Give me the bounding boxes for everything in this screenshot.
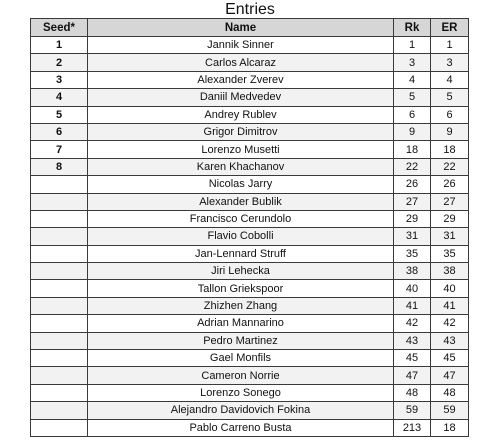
player-name-cell: Alexander Zverev bbox=[88, 71, 394, 88]
entry-rank-cell: 3 bbox=[431, 54, 469, 71]
player-name-cell: Francisco Cerundolo bbox=[88, 210, 394, 227]
header-seed: Seed* bbox=[31, 19, 88, 37]
table-row bbox=[31, 280, 469, 297]
player-name-cell: Jannik Sinner bbox=[88, 37, 394, 54]
entry-rank-cell: 22 bbox=[431, 158, 469, 175]
table-row bbox=[31, 402, 469, 419]
rank-cell: 4 bbox=[394, 71, 431, 88]
seed-cell bbox=[31, 210, 88, 227]
seed-cell bbox=[31, 297, 88, 314]
table-row bbox=[31, 384, 469, 401]
entry-rank-cell: 1 bbox=[431, 37, 469, 54]
seed-cell bbox=[31, 228, 88, 245]
player-name-cell: Andrey Rublev bbox=[88, 106, 394, 123]
seed-cell bbox=[31, 367, 88, 384]
rank-cell: 47 bbox=[394, 367, 431, 384]
rank-cell: 213 bbox=[394, 419, 431, 436]
rank-cell: 26 bbox=[394, 176, 431, 193]
player-name-cell: Pedro Martinez bbox=[88, 332, 394, 349]
table-row bbox=[31, 158, 469, 175]
seed-cell bbox=[31, 263, 88, 280]
seed-cell bbox=[31, 245, 88, 262]
entry-rank-cell: 41 bbox=[431, 297, 469, 314]
rank-cell: 45 bbox=[394, 350, 431, 367]
player-name-cell: Jan-Lennard Struff bbox=[88, 245, 394, 262]
player-name-cell: Nicolas Jarry bbox=[88, 176, 394, 193]
table-row bbox=[31, 350, 469, 367]
table-row bbox=[31, 367, 469, 384]
header-er: ER bbox=[431, 19, 469, 37]
entry-rank-cell: 27 bbox=[431, 193, 469, 210]
rank-cell: 38 bbox=[394, 263, 431, 280]
seed-cell bbox=[31, 193, 88, 210]
entry-rank-cell: 43 bbox=[431, 332, 469, 349]
table-row bbox=[31, 332, 469, 349]
seed-cell bbox=[31, 419, 88, 436]
entry-rank-cell: 26 bbox=[431, 176, 469, 193]
seed-cell bbox=[31, 384, 88, 401]
player-name-cell: Grigor Dimitrov bbox=[88, 123, 394, 140]
table-row bbox=[31, 54, 469, 71]
table-row bbox=[31, 89, 469, 106]
table-row bbox=[31, 419, 469, 436]
player-name-cell: Jiri Lehecka bbox=[88, 263, 394, 280]
table-row bbox=[31, 228, 469, 245]
table-header bbox=[31, 19, 469, 37]
seed-cell: 8 bbox=[31, 158, 88, 175]
seed-cell bbox=[31, 176, 88, 193]
rank-cell: 48 bbox=[394, 384, 431, 401]
player-name-cell: Tallon Griekspoor bbox=[88, 280, 394, 297]
rank-cell: 22 bbox=[394, 158, 431, 175]
rank-cell: 5 bbox=[394, 89, 431, 106]
entry-rank-cell: 47 bbox=[431, 367, 469, 384]
rank-cell: 31 bbox=[394, 228, 431, 245]
page-title: Entries bbox=[225, 1, 275, 18]
player-name-cell: Pablo Carreno Busta bbox=[88, 419, 394, 436]
rank-cell: 6 bbox=[394, 106, 431, 123]
table-row bbox=[31, 245, 469, 262]
rank-cell: 27 bbox=[394, 193, 431, 210]
player-name-cell: Alejandro Davidovich Fokina bbox=[88, 402, 394, 419]
entry-rank-cell: 18 bbox=[431, 141, 469, 158]
header-row bbox=[31, 19, 469, 37]
table-row bbox=[31, 37, 469, 54]
entry-rank-cell: 5 bbox=[431, 89, 469, 106]
player-name-cell: Cameron Norrie bbox=[88, 367, 394, 384]
seed-cell: 6 bbox=[31, 123, 88, 140]
rank-cell: 59 bbox=[394, 402, 431, 419]
rank-cell: 29 bbox=[394, 210, 431, 227]
table-row bbox=[31, 297, 469, 314]
player-name-cell: Flavio Cobolli bbox=[88, 228, 394, 245]
entry-rank-cell: 40 bbox=[431, 280, 469, 297]
seed-cell: 3 bbox=[31, 71, 88, 88]
rank-cell: 40 bbox=[394, 280, 431, 297]
entry-rank-cell: 29 bbox=[431, 210, 469, 227]
entry-rank-cell: 59 bbox=[431, 402, 469, 419]
player-name-cell: Lorenzo Sonego bbox=[88, 384, 394, 401]
rank-cell: 43 bbox=[394, 332, 431, 349]
seed-cell bbox=[31, 280, 88, 297]
table-row bbox=[31, 123, 469, 140]
table-row bbox=[31, 210, 469, 227]
seed-cell bbox=[31, 402, 88, 419]
rank-cell: 35 bbox=[394, 245, 431, 262]
entry-rank-cell: 31 bbox=[431, 228, 469, 245]
rank-cell: 1 bbox=[394, 37, 431, 54]
seed-cell: 4 bbox=[31, 89, 88, 106]
entry-rank-cell: 38 bbox=[431, 263, 469, 280]
player-name-cell: Carlos Alcaraz bbox=[88, 54, 394, 71]
entry-rank-cell: 9 bbox=[431, 123, 469, 140]
entry-rank-cell: 4 bbox=[431, 71, 469, 88]
entries-table-container bbox=[30, 18, 468, 437]
entry-rank-cell: 48 bbox=[431, 384, 469, 401]
header-name: Name bbox=[88, 19, 394, 37]
player-name-cell: Karen Khachanov bbox=[88, 158, 394, 175]
table-row bbox=[31, 263, 469, 280]
entries-table bbox=[30, 18, 469, 437]
entry-rank-cell: 35 bbox=[431, 245, 469, 262]
entry-rank-cell: 18 bbox=[431, 419, 469, 436]
player-name-cell: Daniil Medvedev bbox=[88, 89, 394, 106]
seed-cell bbox=[31, 315, 88, 332]
seed-cell bbox=[31, 332, 88, 349]
player-name-cell: Zhizhen Zhang bbox=[88, 297, 394, 314]
rank-cell: 9 bbox=[394, 123, 431, 140]
table-row bbox=[31, 71, 469, 88]
table-row bbox=[31, 141, 469, 158]
seed-cell: 2 bbox=[31, 54, 88, 71]
player-name-cell: Adrian Mannarino bbox=[88, 315, 394, 332]
table-row bbox=[31, 193, 469, 210]
seed-cell bbox=[31, 350, 88, 367]
rank-cell: 3 bbox=[394, 54, 431, 71]
table-body bbox=[31, 37, 469, 437]
table-row bbox=[31, 106, 469, 123]
header-rk: Rk bbox=[394, 19, 431, 37]
rank-cell: 18 bbox=[394, 141, 431, 158]
rank-cell: 41 bbox=[394, 297, 431, 314]
entry-rank-cell: 45 bbox=[431, 350, 469, 367]
rank-cell: 42 bbox=[394, 315, 431, 332]
seed-cell: 1 bbox=[31, 37, 88, 54]
player-name-cell: Gael Monfils bbox=[88, 350, 394, 367]
seed-cell: 5 bbox=[31, 106, 88, 123]
seed-cell: 7 bbox=[31, 141, 88, 158]
entry-rank-cell: 42 bbox=[431, 315, 469, 332]
table-row bbox=[31, 176, 469, 193]
table-row bbox=[31, 315, 469, 332]
entry-rank-cell: 6 bbox=[431, 106, 469, 123]
player-name-cell: Alexander Bublik bbox=[88, 193, 394, 210]
player-name-cell: Lorenzo Musetti bbox=[88, 141, 394, 158]
